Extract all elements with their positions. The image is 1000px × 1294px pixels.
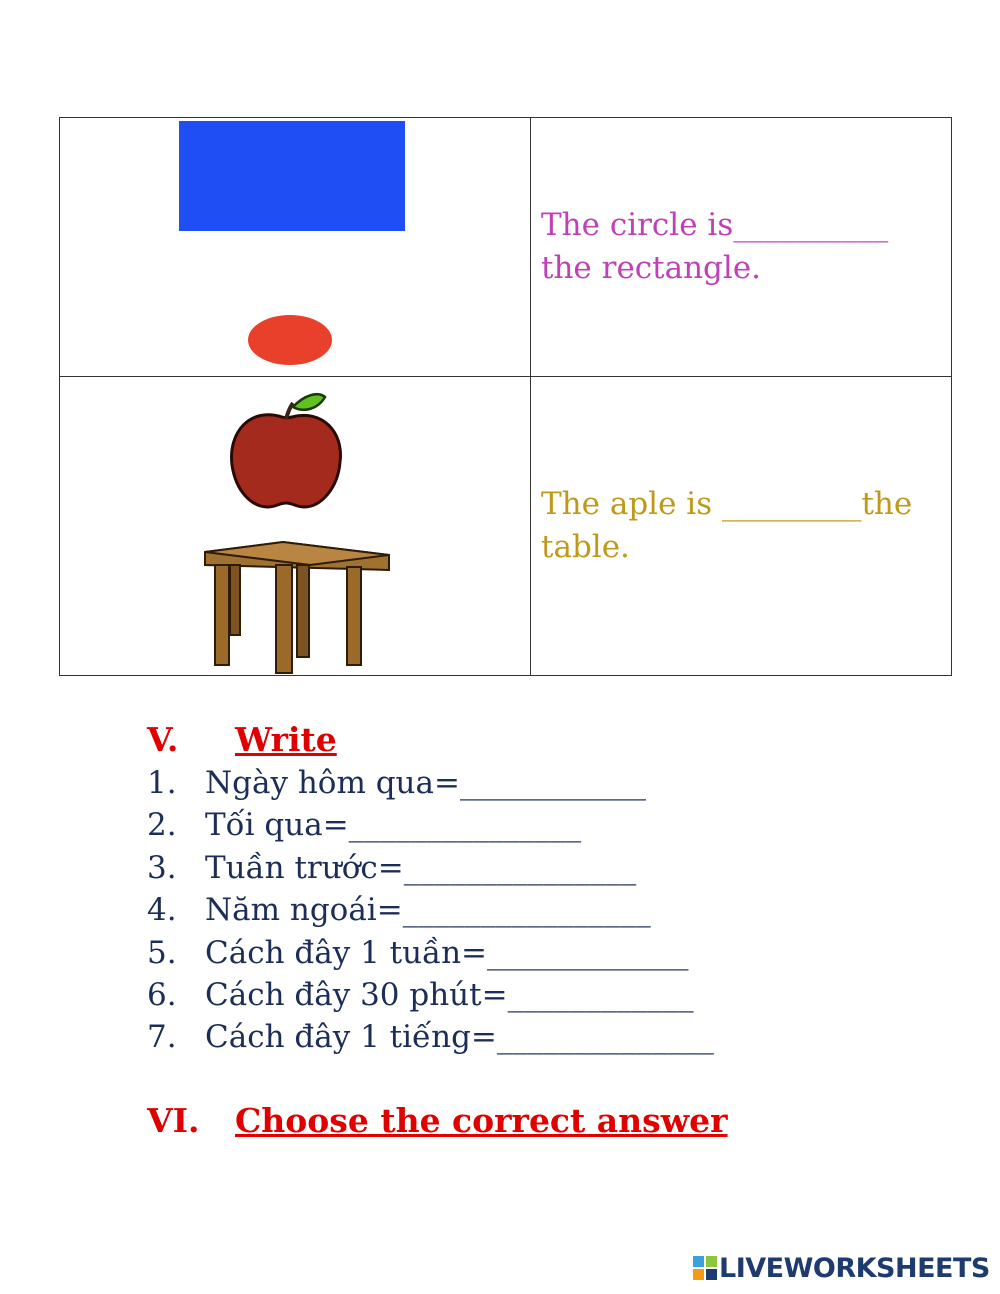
rectangle-circle-illustration [60,118,530,376]
sentence-cell [531,118,952,377]
list-item [147,932,714,974]
list-item [147,762,714,804]
apple-icon [232,394,341,507]
item-number: 1. [147,765,177,801]
item-number: 7. [147,1019,177,1056]
list-item [147,889,714,931]
table-row [60,118,952,377]
liveworksheets-logo [693,1253,990,1285]
blue-rectangle [179,121,405,231]
section-title: Write [235,720,337,759]
item-number: 4. [147,892,177,929]
item-number: 5. [147,934,177,971]
table-row [60,377,952,676]
prepositions-table [59,117,952,676]
section-number: V. [147,720,179,759]
list-item [147,1016,714,1058]
list-item [147,974,714,1016]
section-vi-heading [147,1101,728,1140]
item-number: 6. [147,977,177,1014]
section-v-heading [147,720,337,759]
sentence-line-1: The circle is__________ [541,207,889,243]
red-circle [248,315,332,365]
list-item [147,804,714,846]
sentence-line-2: table. [541,529,630,565]
item-text: Cách đây 1 tiếng=______________ [205,1019,714,1056]
table-icon [205,542,389,673]
logo-text: LIVEWORKSHEETS [719,1253,990,1284]
picture-cell [60,377,531,676]
item-number: 2. [147,807,177,844]
sentence-circle-rectangle [531,204,951,290]
item-number: 3. [147,849,177,886]
section-number: VI. [147,1101,200,1140]
item-text: Cách đây 30 phút=____________ [205,977,694,1014]
picture-cell [60,118,531,377]
item-text: Ngày hôm qua=____________ [205,765,646,801]
item-text: Tối qua=_______________ [205,807,582,844]
logo-blocks-icon [693,1256,717,1280]
write-list [147,762,714,1059]
sentence-line-1: The aple is _________the [541,486,913,522]
sentence-line-2: the rectangle. [541,250,762,286]
apple-table-illustration [60,377,530,675]
item-text: Tuần trước=_______________ [205,849,637,886]
list-item [147,847,714,889]
item-text: Năm ngoái=________________ [205,892,651,929]
item-text: Cách đây 1 tuần=_____________ [205,934,689,971]
sentence-apple-table [531,483,951,569]
sentence-cell [531,377,952,676]
section-title: Choose the correct answer [235,1101,728,1140]
